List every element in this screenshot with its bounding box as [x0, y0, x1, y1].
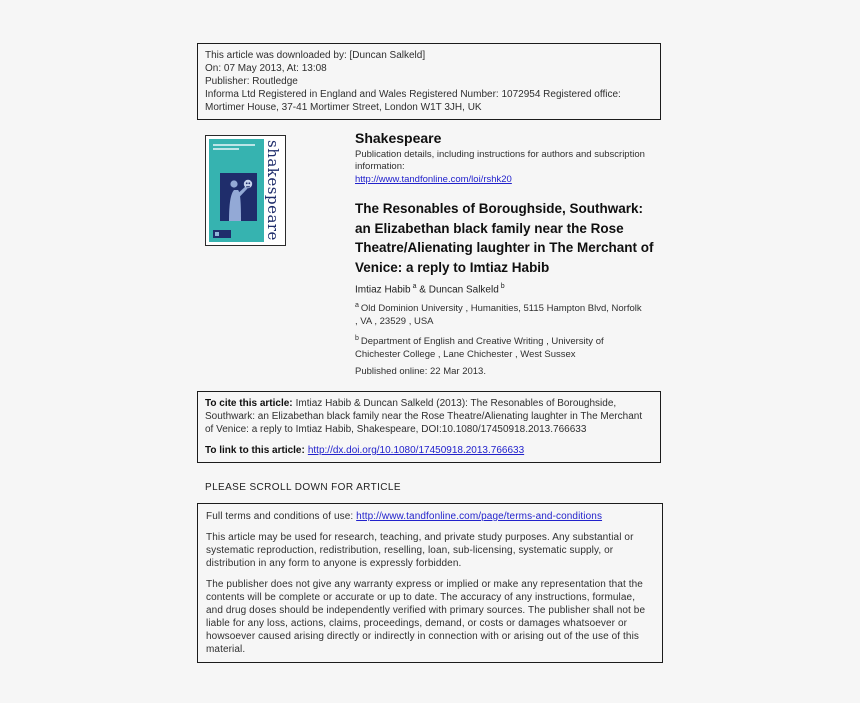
routledge-logo: [213, 230, 231, 238]
scroll-down-notice: PLEASE SCROLL DOWN FOR ARTICLE: [205, 482, 401, 493]
download-info-box: [197, 43, 661, 120]
full-terms-label: Full terms and conditions of use:: [206, 511, 354, 522]
link-paragraph: [205, 444, 653, 457]
registered-office-line: Informa Ltd Registered in England and Wales Registered Number: 1072954 Registered office: Mortimer House, 37-41 Mortimer Street, London W1T 3JH, UK: [205, 89, 621, 113]
cite-text: Imtiaz Habib & Duncan Salkeld (2013): The Resonables of Boroughside, Southwark: an Elizabethan black family near the Rose Theatre/Alienating laughter in The Merchant of Venice: a reply to Imtiaz Habib, Shakespeare, DOI:10.1080/17450918.2013.766633: [205, 398, 643, 435]
authors-separator: &: [416, 284, 429, 296]
author-1: Imtiaz Habib: [355, 284, 411, 296]
authors-line: [355, 283, 665, 295]
affiliation-a: [355, 300, 643, 328]
author-2: Duncan Salkeld: [428, 284, 499, 296]
affiliation-a-text: Old Dominion University , Humanities, 5115 Hampton Blvd, Norfolk , VA , 23529 , USA: [355, 303, 642, 327]
published-online-line: Published online: 22 Mar 2013.: [355, 365, 486, 377]
doi-link[interactable]: http://dx.doi.org/10.1080/17450918.2013.766633: [307, 445, 525, 456]
cite-paragraph: [205, 397, 653, 436]
download-date-line: On: 07 May 2013, At: 13:08: [205, 63, 327, 74]
terms-and-conditions-box: [197, 503, 663, 663]
warranty-paragraph: The publisher does not give any warranty express or implied or make any representation that the contents will be complete or accurate or up to date. The accuracy of any instructions, formulae, and drug doses should be independently verified with primary sources. The publisher shall not be liable for any loss, actions, claims, proceedings, demand, or costs or damages whatsoever or howsoever caused arising directly or indirectly in connection with or arising out of the use of this material.: [206, 579, 646, 655]
citation-box: [197, 391, 661, 463]
cover-volume-info-lines: [213, 144, 255, 152]
affiliation-b-text: Department of English and Creative Writing , University of Chichester College , Lane Chichester , West Sussex: [355, 336, 604, 361]
cover-spine: [264, 139, 282, 242]
journal-name: Shakespeare: [355, 130, 442, 146]
link-label: To link to this article:: [205, 445, 305, 456]
affiliation-b: [355, 333, 643, 361]
article-title: The Resonables of Boroughside, Southwark: an Elizabethan black family near the Rose Theatre/Alienating laughter in The Merchant of Venice: a reply to Imtiaz Habib: [355, 201, 654, 275]
downloaded-by-line: This article was downloaded by: [Duncan Salkeld]: [205, 50, 426, 61]
author-2-affiliation-mark: b: [500, 283, 505, 290]
publication-details: Publication details, including instructions for authors and subscription information:: [355, 149, 645, 172]
cite-label: To cite this article:: [205, 398, 293, 409]
full-terms-line: [206, 510, 654, 523]
affiliation-b-mark: b: [355, 335, 359, 343]
affiliation-a-mark: a: [355, 302, 359, 310]
journal-homepage-link[interactable]: http://www.tandfonline.com/loi/rshk20: [355, 174, 512, 185]
hamlet-skull-illustration: [220, 173, 257, 221]
publisher-line: Publisher: Routledge: [205, 76, 298, 87]
journal-article-info: [355, 130, 665, 377]
terms-and-conditions-link[interactable]: http://www.tandfonline.com/page/terms-and-conditions: [356, 511, 603, 522]
journal-cover: [205, 135, 286, 246]
cover-background: [209, 139, 264, 242]
author-1-affiliation-mark: a: [412, 283, 417, 290]
cover-vertical-title: shakespeare: [264, 140, 282, 241]
usage-paragraph: This article may be used for research, teaching, and private study purposes. Any substantial or systematic reproduction, redistribution, reselling, loan, sub-licensing, systematic supply, or distribution in any form to anyone is expressly forbidden.: [206, 532, 634, 569]
